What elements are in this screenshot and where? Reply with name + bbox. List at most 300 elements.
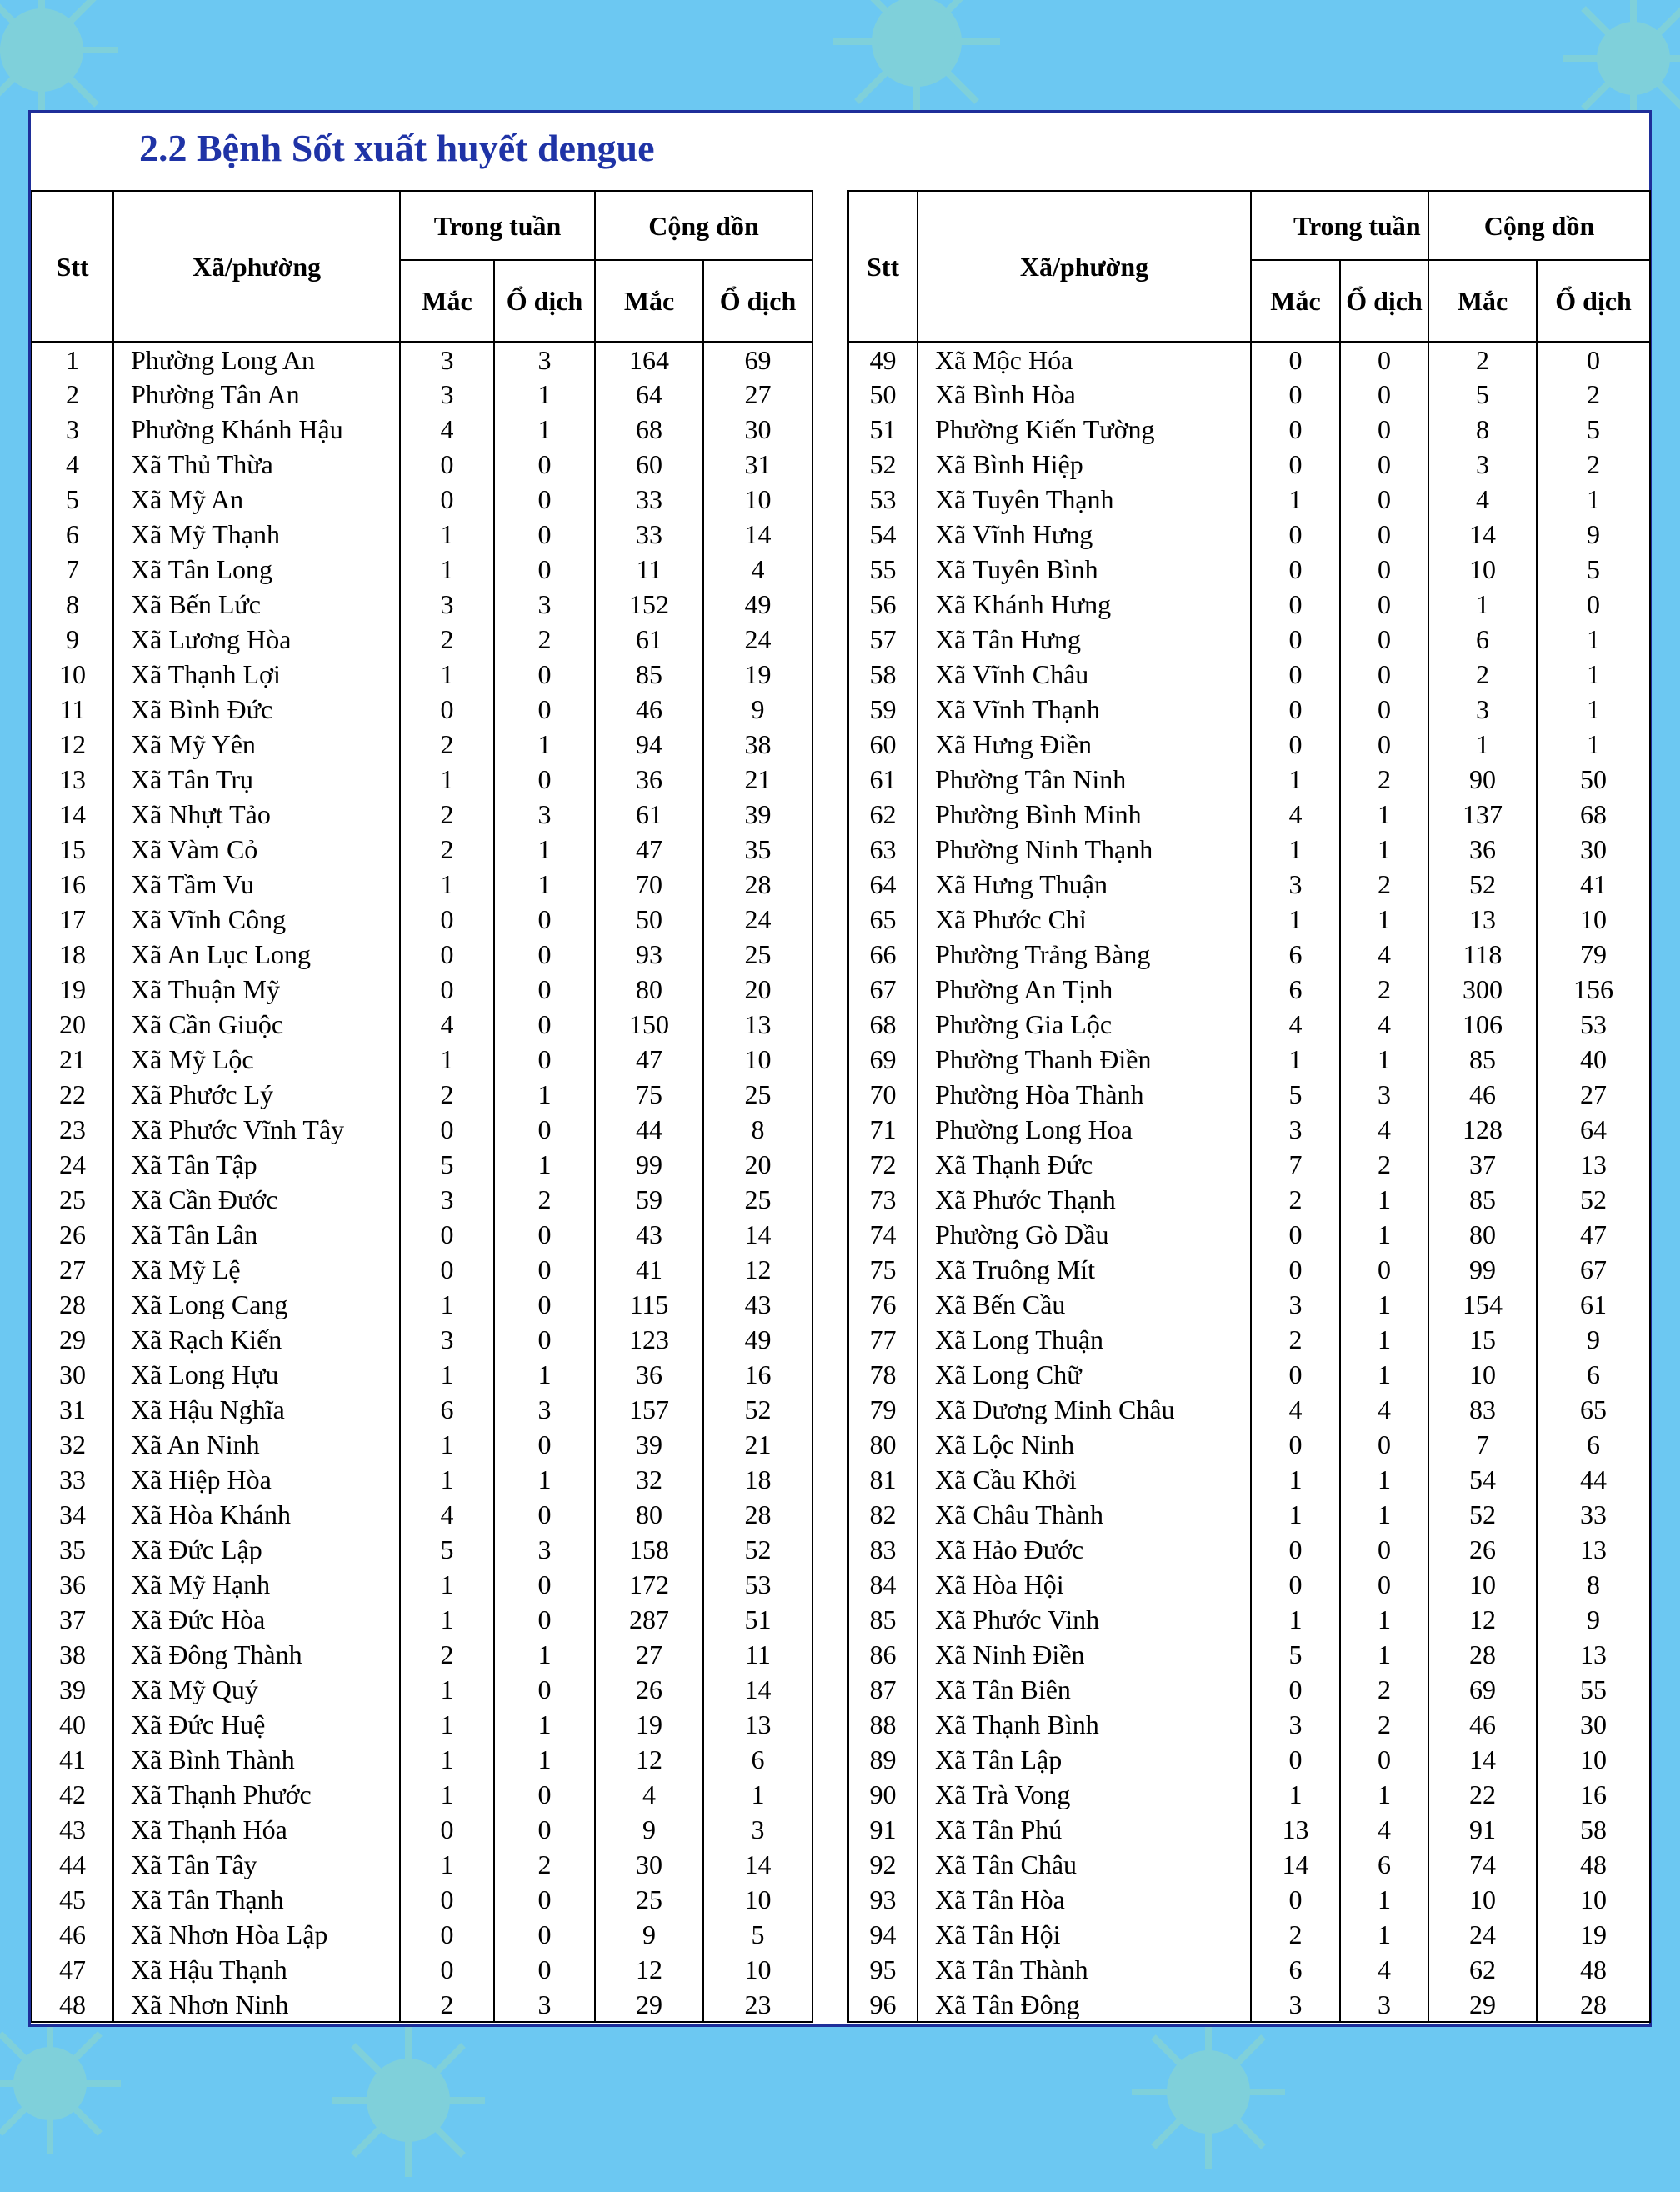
dengue-table-right — [848, 190, 1651, 2023]
table-row — [848, 832, 1650, 867]
week-cases-cell: 0 — [1251, 622, 1340, 657]
col-stt: Stt — [32, 191, 113, 342]
stt-cell: 54 — [848, 517, 918, 552]
table-row — [32, 1882, 812, 1917]
week-cases-cell: 5 — [1251, 1637, 1340, 1672]
ward-name-cell: Phường Khánh Hậu — [113, 412, 400, 447]
cum-cases-cell: 85 — [1428, 1182, 1537, 1217]
week-outbreaks-cell: 4 — [1340, 937, 1428, 972]
week-cases-cell: 1 — [400, 1672, 494, 1707]
cum-cases-cell: 64 — [595, 377, 703, 412]
report-panel — [28, 110, 1652, 2027]
cum-cases-cell: 12 — [1428, 1602, 1537, 1637]
cum-outbreaks-cell: 47 — [1537, 1217, 1650, 1252]
cum-cases-cell: 50 — [595, 902, 703, 937]
cum-outbreaks-cell: 8 — [703, 1112, 812, 1147]
cum-outbreaks-cell: 5 — [1537, 552, 1650, 587]
table-row — [848, 762, 1650, 797]
cum-cases-cell: 4 — [595, 1777, 703, 1812]
cum-cases-cell: 61 — [595, 622, 703, 657]
stt-cell: 35 — [32, 1532, 113, 1567]
stt-cell: 52 — [848, 447, 918, 482]
cum-cases-cell: 10 — [1428, 1357, 1537, 1392]
ward-name-cell: Xã Vĩnh Công — [113, 902, 400, 937]
week-cases-cell: 0 — [1251, 1217, 1340, 1252]
week-outbreaks-cell: 0 — [1340, 447, 1428, 482]
week-outbreaks-cell: 0 — [494, 1672, 595, 1707]
cum-cases-cell: 99 — [1428, 1252, 1537, 1287]
stt-cell: 71 — [848, 1112, 918, 1147]
week-cases-cell: 13 — [1251, 1812, 1340, 1847]
cum-cases-cell: 4 — [1428, 482, 1537, 517]
col-week-outbreaks: Ổ dịch — [494, 260, 595, 342]
week-cases-cell: 0 — [400, 902, 494, 937]
ward-name-cell: Phường Gia Lộc — [918, 1007, 1251, 1042]
cum-outbreaks-cell: 31 — [703, 447, 812, 482]
week-cases-cell: 2 — [400, 797, 494, 832]
week-cases-cell: 3 — [400, 587, 494, 622]
cum-cases-cell: 25 — [595, 1882, 703, 1917]
week-outbreaks-cell: 4 — [1340, 1007, 1428, 1042]
stt-cell: 92 — [848, 1847, 918, 1882]
stt-cell: 15 — [32, 832, 113, 867]
table-row — [32, 1147, 812, 1182]
col-group-week: Trong tuần — [400, 191, 595, 260]
table-row — [32, 692, 812, 727]
cum-outbreaks-cell: 67 — [1537, 1252, 1650, 1287]
table-row — [32, 1637, 812, 1672]
stt-cell: 68 — [848, 1007, 918, 1042]
table-row — [848, 1987, 1650, 2022]
ward-name-cell: Xã Mỹ An — [113, 482, 400, 517]
ward-name-cell: Xã Tuyên Thạnh — [918, 482, 1251, 517]
cum-outbreaks-cell: 6 — [703, 1742, 812, 1777]
col-cum-cases: Mắc — [1428, 260, 1537, 342]
ward-name-cell: Xã Đức Huệ — [113, 1707, 400, 1742]
ward-name-cell: Xã Phước Chỉ — [918, 902, 1251, 937]
ward-name-cell: Phường Long Hoa — [918, 1112, 1251, 1147]
cum-cases-cell: 12 — [595, 1742, 703, 1777]
ward-name-cell: Xã Thủ Thừa — [113, 447, 400, 482]
week-outbreaks-cell: 1 — [1340, 1462, 1428, 1497]
week-outbreaks-cell: 1 — [494, 727, 595, 762]
week-outbreaks-cell: 0 — [494, 972, 595, 1007]
cum-cases-cell: 74 — [1428, 1847, 1537, 1882]
week-outbreaks-cell: 0 — [1340, 412, 1428, 447]
cum-outbreaks-cell: 9 — [703, 692, 812, 727]
week-cases-cell: 0 — [1251, 1567, 1340, 1602]
ward-name-cell: Xã Thuận Mỹ — [113, 972, 400, 1007]
week-outbreaks-cell: 4 — [1340, 1812, 1428, 1847]
table-row — [32, 972, 812, 1007]
week-outbreaks-cell: 1 — [1340, 1497, 1428, 1532]
table-row — [848, 482, 1650, 517]
cum-outbreaks-cell: 21 — [703, 762, 812, 797]
ward-name-cell: Xã Tân Phú — [918, 1812, 1251, 1847]
stt-cell: 56 — [848, 587, 918, 622]
cum-cases-cell: 10 — [1428, 1567, 1537, 1602]
stt-cell: 75 — [848, 1252, 918, 1287]
table-row — [848, 1882, 1650, 1917]
ward-name-cell: Xã Phước Vinh — [918, 1602, 1251, 1637]
table-row — [848, 867, 1650, 902]
cum-outbreaks-cell: 21 — [703, 1427, 812, 1462]
cum-outbreaks-cell: 27 — [1537, 1077, 1650, 1112]
week-cases-cell: 4 — [400, 1007, 494, 1042]
cum-outbreaks-cell: 4 — [703, 552, 812, 587]
ward-name-cell: Xã Đức Lập — [113, 1532, 400, 1567]
cum-cases-cell: 44 — [595, 1112, 703, 1147]
week-cases-cell: 0 — [1251, 412, 1340, 447]
cum-cases-cell: 123 — [595, 1322, 703, 1357]
table-row — [848, 1672, 1650, 1707]
ward-name-cell: Phường An Tịnh — [918, 972, 1251, 1007]
week-outbreaks-cell: 1 — [494, 412, 595, 447]
cum-outbreaks-cell: 2 — [1537, 377, 1650, 412]
week-outbreaks-cell: 1 — [494, 1742, 595, 1777]
week-outbreaks-cell: 0 — [1340, 657, 1428, 692]
week-outbreaks-cell: 3 — [494, 1532, 595, 1567]
week-cases-cell: 3 — [1251, 1112, 1340, 1147]
week-outbreaks-cell: 1 — [1340, 1182, 1428, 1217]
week-cases-cell: 1 — [400, 1427, 494, 1462]
table-row — [32, 552, 812, 587]
cum-cases-cell: 3 — [1428, 692, 1537, 727]
table-row — [848, 657, 1650, 692]
stt-cell: 7 — [32, 552, 113, 587]
stt-cell: 40 — [32, 1707, 113, 1742]
stt-cell: 80 — [848, 1427, 918, 1462]
cum-outbreaks-cell: 48 — [1537, 1952, 1650, 1987]
table-row — [32, 1497, 812, 1532]
week-outbreaks-cell: 0 — [494, 1882, 595, 1917]
week-outbreaks-cell: 1 — [1340, 1777, 1428, 1812]
table-row — [848, 1812, 1650, 1847]
week-cases-cell: 0 — [1251, 552, 1340, 587]
cum-outbreaks-cell: 6 — [1537, 1357, 1650, 1392]
week-cases-cell: 0 — [1251, 657, 1340, 692]
stt-cell: 21 — [32, 1042, 113, 1077]
stt-cell: 53 — [848, 482, 918, 517]
cum-cases-cell: 128 — [1428, 1112, 1537, 1147]
week-cases-cell: 1 — [400, 1042, 494, 1077]
cum-outbreaks-cell: 51 — [703, 1602, 812, 1637]
cum-outbreaks-cell: 23 — [703, 1987, 812, 2022]
cum-cases-cell: 52 — [1428, 867, 1537, 902]
stt-cell: 2 — [32, 377, 113, 412]
ward-name-cell: Xã Lương Hòa — [113, 622, 400, 657]
week-outbreaks-cell: 2 — [1340, 972, 1428, 1007]
cum-outbreaks-cell: 30 — [703, 412, 812, 447]
cum-cases-cell: 41 — [595, 1252, 703, 1287]
ward-name-cell: Xã Tầm Vu — [113, 867, 400, 902]
cum-outbreaks-cell: 14 — [703, 1217, 812, 1252]
table-row — [848, 342, 1650, 377]
cum-cases-cell: 150 — [595, 1007, 703, 1042]
ward-name-cell: Xã Mỹ Quý — [113, 1672, 400, 1707]
table-row — [32, 1182, 812, 1217]
week-outbreaks-cell: 0 — [494, 692, 595, 727]
week-cases-cell: 2 — [400, 832, 494, 867]
week-outbreaks-cell: 0 — [494, 517, 595, 552]
stt-cell: 48 — [32, 1987, 113, 2022]
week-outbreaks-cell: 0 — [1340, 552, 1428, 587]
week-cases-cell: 1 — [1251, 1777, 1340, 1812]
table-row — [32, 412, 812, 447]
week-cases-cell: 0 — [1251, 1252, 1340, 1287]
cum-outbreaks-cell: 1 — [703, 1777, 812, 1812]
table-row — [32, 1427, 812, 1462]
ward-name-cell: Xã Hòa Hội — [918, 1567, 1251, 1602]
week-cases-cell: 1 — [400, 657, 494, 692]
cum-cases-cell: 14 — [1428, 1742, 1537, 1777]
ward-name-cell: Xã Vĩnh Châu — [918, 657, 1251, 692]
week-cases-cell: 1 — [400, 517, 494, 552]
week-outbreaks-cell: 3 — [494, 587, 595, 622]
cum-cases-cell: 2 — [1428, 657, 1537, 692]
week-outbreaks-cell: 0 — [1340, 727, 1428, 762]
table-row — [32, 1252, 812, 1287]
table-row — [848, 1007, 1650, 1042]
table-row — [32, 1777, 812, 1812]
ward-name-cell: Xã Mỹ Thạnh — [113, 517, 400, 552]
table-row — [848, 1707, 1650, 1742]
ward-name-cell: Phường Bình Minh — [918, 797, 1251, 832]
ward-name-cell: Xã Tuyên Bình — [918, 552, 1251, 587]
week-cases-cell: 0 — [400, 1952, 494, 1987]
cum-outbreaks-cell: 9 — [1537, 517, 1650, 552]
cum-outbreaks-cell: 53 — [1537, 1007, 1650, 1042]
week-cases-cell: 3 — [1251, 1987, 1340, 2022]
ward-name-cell: Xã Mỹ Hạnh — [113, 1567, 400, 1602]
week-cases-cell: 1 — [400, 1287, 494, 1322]
ward-name-cell: Xã Cần Đước — [113, 1182, 400, 1217]
cum-outbreaks-cell: 5 — [703, 1917, 812, 1952]
week-outbreaks-cell: 2 — [1340, 1672, 1428, 1707]
week-cases-cell: 1 — [400, 1742, 494, 1777]
table-row — [848, 937, 1650, 972]
cum-outbreaks-cell: 13 — [1537, 1637, 1650, 1672]
table-row — [32, 727, 812, 762]
stt-cell: 9 — [32, 622, 113, 657]
week-cases-cell: 2 — [1251, 1917, 1340, 1952]
ward-name-cell: Xã Tân Thành — [918, 1952, 1251, 1987]
cum-outbreaks-cell: 10 — [1537, 1742, 1650, 1777]
week-cases-cell: 1 — [400, 1777, 494, 1812]
stt-cell: 32 — [32, 1427, 113, 1462]
table-row — [848, 692, 1650, 727]
stt-cell: 1 — [32, 342, 113, 377]
table-row — [32, 1917, 812, 1952]
ward-name-cell: Xã Bình Đức — [113, 692, 400, 727]
cum-cases-cell: 28 — [1428, 1637, 1537, 1672]
week-outbreaks-cell: 0 — [494, 1322, 595, 1357]
ward-name-cell: Xã Bến Cầu — [918, 1287, 1251, 1322]
week-cases-cell: 0 — [400, 692, 494, 727]
week-cases-cell: 14 — [1251, 1847, 1340, 1882]
week-outbreaks-cell: 1 — [494, 832, 595, 867]
week-outbreaks-cell: 0 — [494, 1812, 595, 1847]
cum-cases-cell: 2 — [1428, 342, 1537, 377]
stt-cell: 86 — [848, 1637, 918, 1672]
week-cases-cell: 1 — [1251, 762, 1340, 797]
table-row — [848, 1952, 1650, 1987]
cum-cases-cell: 52 — [1428, 1497, 1537, 1532]
table-row — [848, 797, 1650, 832]
week-cases-cell: 4 — [1251, 797, 1340, 832]
ward-name-cell: Xã Thạnh Bình — [918, 1707, 1251, 1742]
cum-outbreaks-cell: 28 — [703, 1497, 812, 1532]
ward-name-cell: Xã An Ninh — [113, 1427, 400, 1462]
table-row — [32, 1112, 812, 1147]
stt-cell: 29 — [32, 1322, 113, 1357]
stt-cell: 36 — [32, 1567, 113, 1602]
cum-outbreaks-cell: 14 — [703, 1847, 812, 1882]
ward-name-cell: Xã Đức Hòa — [113, 1602, 400, 1637]
ward-name-cell: Phường Trảng Bàng — [918, 937, 1251, 972]
table-row — [848, 902, 1650, 937]
cum-outbreaks-cell: 61 — [1537, 1287, 1650, 1322]
week-cases-cell: 0 — [1251, 692, 1340, 727]
week-cases-cell: 1 — [400, 552, 494, 587]
stt-cell: 58 — [848, 657, 918, 692]
ward-name-cell: Xã Tân Thạnh — [113, 1882, 400, 1917]
ward-name-cell: Phường Gò Dầu — [918, 1217, 1251, 1252]
cum-cases-cell: 62 — [1428, 1952, 1537, 1987]
cum-outbreaks-cell: 14 — [703, 517, 812, 552]
week-outbreaks-cell: 0 — [1340, 1427, 1428, 1462]
ward-name-cell: Xã Long Chữ — [918, 1357, 1251, 1392]
week-cases-cell: 0 — [400, 1112, 494, 1147]
table-row — [848, 1287, 1650, 1322]
week-outbreaks-cell: 1 — [1340, 1357, 1428, 1392]
stt-cell: 83 — [848, 1532, 918, 1567]
cum-outbreaks-cell: 11 — [703, 1637, 812, 1672]
week-cases-cell: 1 — [1251, 1042, 1340, 1077]
cum-outbreaks-cell: 10 — [703, 1882, 812, 1917]
cum-outbreaks-cell: 5 — [1537, 412, 1650, 447]
col-week-cases: Mắc — [1251, 260, 1340, 342]
stt-cell: 55 — [848, 552, 918, 587]
week-cases-cell: 2 — [400, 1637, 494, 1672]
cum-cases-cell: 93 — [595, 937, 703, 972]
week-cases-cell: 0 — [400, 1217, 494, 1252]
week-cases-cell: 4 — [400, 412, 494, 447]
ward-name-cell: Xã Tân Lập — [918, 1742, 1251, 1777]
week-outbreaks-cell: 1 — [1340, 1322, 1428, 1357]
ward-name-cell: Xã Lộc Ninh — [918, 1427, 1251, 1462]
cum-outbreaks-cell: 10 — [1537, 902, 1650, 937]
cum-cases-cell: 46 — [1428, 1707, 1537, 1742]
ward-name-cell: Phường Thanh Điền — [918, 1042, 1251, 1077]
week-cases-cell: 6 — [400, 1392, 494, 1427]
stt-cell: 27 — [32, 1252, 113, 1287]
week-cases-cell: 0 — [1251, 1357, 1340, 1392]
cum-outbreaks-cell: 49 — [703, 1322, 812, 1357]
ward-name-cell: Xã Hậu Thạnh — [113, 1952, 400, 1987]
cum-outbreaks-cell: 24 — [703, 622, 812, 657]
table-row — [848, 1147, 1650, 1182]
week-outbreaks-cell: 0 — [494, 762, 595, 797]
week-outbreaks-cell: 3 — [494, 1392, 595, 1427]
ward-name-cell: Xã Rạch Kiến — [113, 1322, 400, 1357]
cum-outbreaks-cell: 19 — [1537, 1917, 1650, 1952]
stt-cell: 18 — [32, 937, 113, 972]
cum-cases-cell: 29 — [595, 1987, 703, 2022]
week-cases-cell: 0 — [1251, 1882, 1340, 1917]
table-row — [32, 377, 812, 412]
stt-cell: 20 — [32, 1007, 113, 1042]
ward-name-cell: Xã Hiệp Hòa — [113, 1462, 400, 1497]
table-row — [32, 832, 812, 867]
cum-cases-cell: 10 — [1428, 1882, 1537, 1917]
table-row — [848, 1567, 1650, 1602]
stt-cell: 31 — [32, 1392, 113, 1427]
ward-name-cell: Xã Tân Trụ — [113, 762, 400, 797]
cum-outbreaks-cell: 25 — [703, 937, 812, 972]
ward-name-cell: Xã Bến Lức — [113, 587, 400, 622]
week-cases-cell: 6 — [1251, 937, 1340, 972]
table-row — [32, 342, 812, 377]
week-cases-cell: 1 — [1251, 482, 1340, 517]
week-outbreaks-cell: 2 — [1340, 867, 1428, 902]
ward-name-cell: Xã Thạnh Phước — [113, 1777, 400, 1812]
table-row — [848, 727, 1650, 762]
week-cases-cell: 0 — [400, 937, 494, 972]
ward-name-cell: Xã Phước Thạnh — [918, 1182, 1251, 1217]
cum-cases-cell: 30 — [595, 1847, 703, 1882]
cum-cases-cell: 29 — [1428, 1987, 1537, 2022]
cum-outbreaks-cell: 12 — [703, 1252, 812, 1287]
cum-outbreaks-cell: 8 — [1537, 1567, 1650, 1602]
week-outbreaks-cell: 1 — [494, 1707, 595, 1742]
virus-decoration-icon — [317, 2009, 500, 2192]
cum-outbreaks-cell: 55 — [1537, 1672, 1650, 1707]
cum-outbreaks-cell: 156 — [1537, 972, 1650, 1007]
table-row — [848, 1602, 1650, 1637]
ward-name-cell: Xã Tân Lân — [113, 1217, 400, 1252]
cum-cases-cell: 80 — [595, 972, 703, 1007]
stt-cell: 93 — [848, 1882, 918, 1917]
ward-name-cell: Xã Hưng Thuận — [918, 867, 1251, 902]
week-outbreaks-cell: 0 — [494, 1567, 595, 1602]
stt-cell: 26 — [32, 1217, 113, 1252]
week-outbreaks-cell: 1 — [1340, 1917, 1428, 1952]
cum-cases-cell: 91 — [1428, 1812, 1537, 1847]
table-row — [32, 587, 812, 622]
week-cases-cell: 1 — [1251, 1462, 1340, 1497]
col-cum-outbreaks: Ổ dịch — [703, 260, 812, 342]
cum-outbreaks-cell: 65 — [1537, 1392, 1650, 1427]
week-outbreaks-cell: 1 — [494, 1147, 595, 1182]
week-cases-cell: 1 — [400, 1707, 494, 1742]
cum-outbreaks-cell: 2 — [1537, 447, 1650, 482]
cum-cases-cell: 287 — [595, 1602, 703, 1637]
week-outbreaks-cell: 1 — [494, 377, 595, 412]
cum-cases-cell: 14 — [1428, 517, 1537, 552]
ward-name-cell: Xã Khánh Hưng — [918, 587, 1251, 622]
table-row — [32, 1602, 812, 1637]
col-cum-outbreaks: Ổ dịch — [1537, 260, 1650, 342]
col-cum-cases: Mắc — [595, 260, 703, 342]
ward-name-cell: Xã Long Thuận — [918, 1322, 1251, 1357]
week-cases-cell: 6 — [1251, 1952, 1340, 1987]
stt-cell: 13 — [32, 762, 113, 797]
cum-outbreaks-cell: 0 — [1537, 587, 1650, 622]
ward-name-cell: Xã Vàm Cỏ — [113, 832, 400, 867]
table-row — [32, 1322, 812, 1357]
week-cases-cell: 3 — [400, 342, 494, 377]
